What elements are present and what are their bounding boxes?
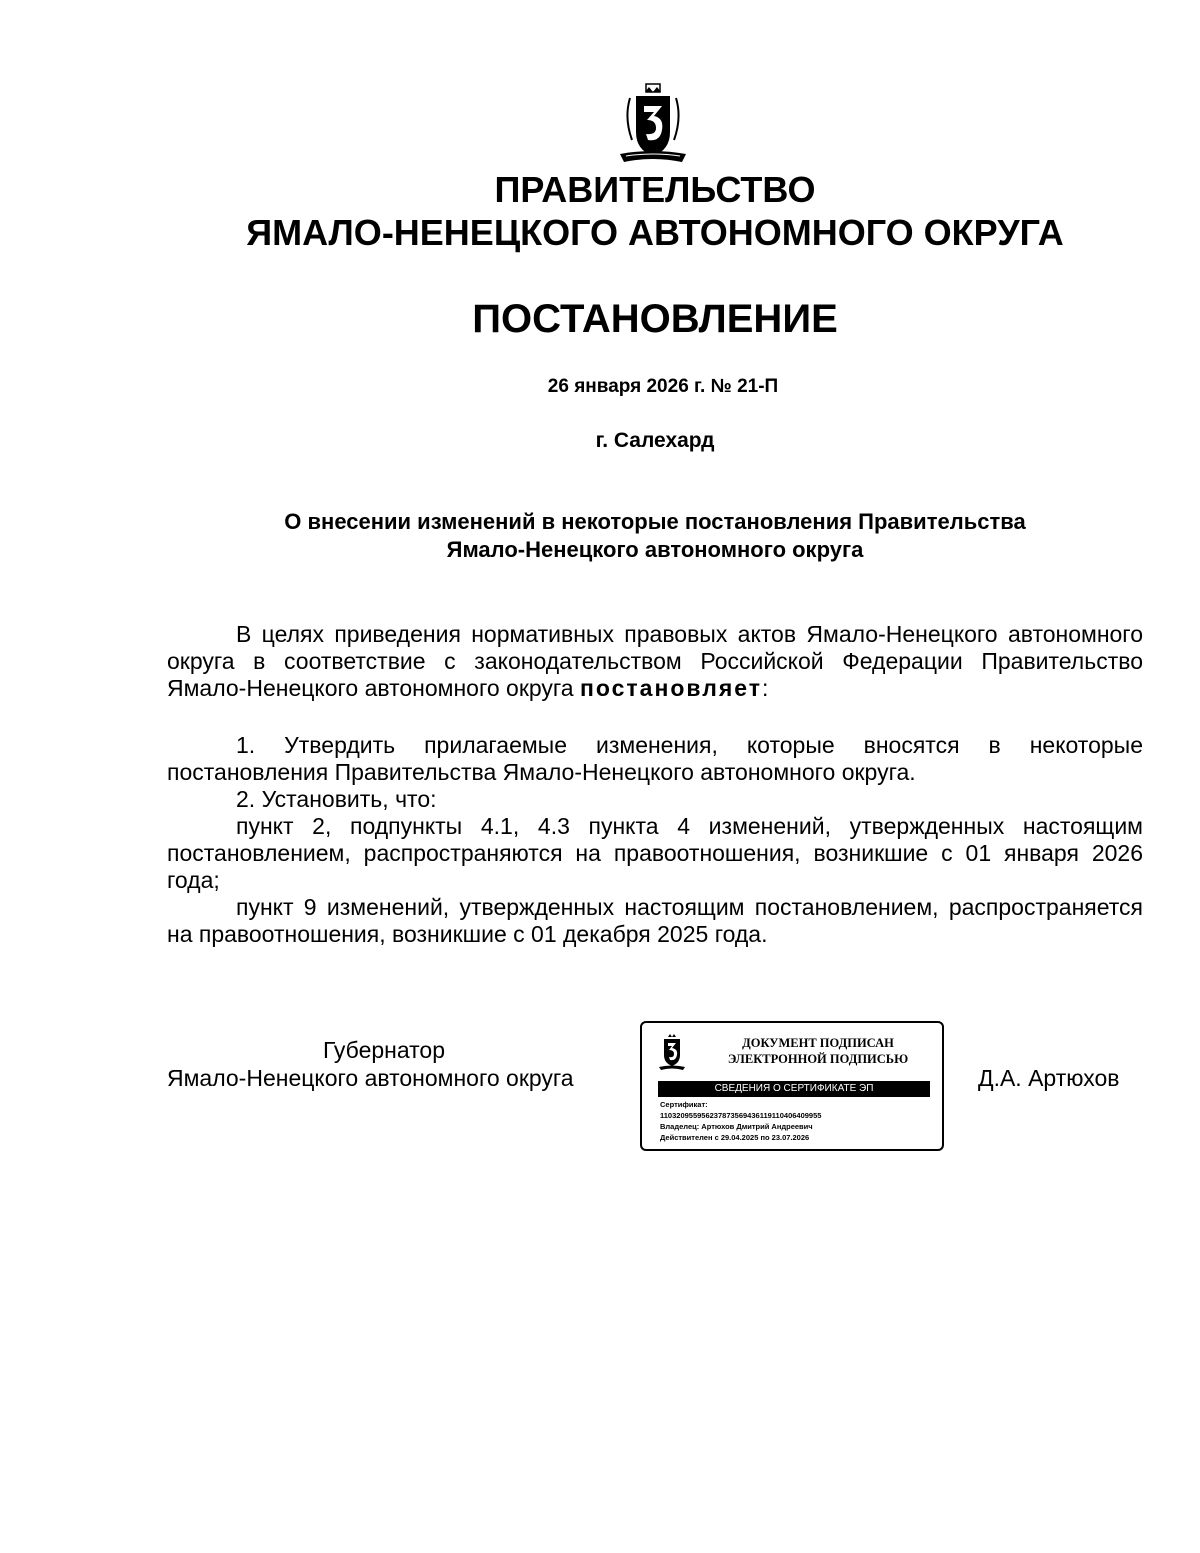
item-1: 1. Утвердить прилагаемые изменения, которые вносятся в некоторые постановления Правительства Ямало-Ненецкого автономного округа.: [167, 732, 1143, 785]
signatory-position: [167, 1036, 617, 1092]
item-2-sub-1: пункт 2, подпункты 4.1, 4.3 пункта 4 изменений, утвержденных настоящим постановлением, распространяются на правоотношения, возникшие с 01 января 2026 года;: [167, 813, 1143, 893]
item-2-sub-2: пункт 9 изменений, утвержденных настоящим постановлением, распространяется на правоотношения, возникшие с 01 декабря 2025 года.: [167, 894, 1143, 947]
document-type: ПОСТАНОВЛЕНИЕ: [472, 297, 838, 341]
stamp-cert-info: [660, 1099, 940, 1143]
preamble: [167, 621, 1143, 702]
cert-validity: Действителен с 29.04.2025 по 23.07.2026: [660, 1133, 810, 1142]
stamp-heading-line1: ДОКУМЕНТ ПОДПИСАН: [742, 1036, 894, 1050]
org-name-line1: ПРАВИТЕЛЬСТВО: [494, 169, 816, 210]
cert-owner: Владелец: Артюхов Дмитрий Андреевич: [660, 1122, 813, 1131]
date-and-number: 26 января 2026 г. № 21-П: [547, 376, 779, 397]
item-2: 2. Установить, что:: [236, 786, 437, 812]
stamp-cert-bar: СВЕДЕНИЯ О СЕРТИФИКАТЕ ЭП: [658, 1081, 930, 1097]
cert-number: 110320955956237873569436119110406409955: [660, 1111, 822, 1120]
position-line1: Губернатор: [323, 1037, 446, 1063]
preamble-keyword: постановляет: [579, 675, 763, 701]
preamble-text: В целях приведения нормативных правовых актов Ямало-Ненецкого автономного округа в соответствие с законодательством Российской Федерации Правительство Ямало-Ненецкого автономного округа: [167, 621, 1143, 701]
coat-of-arms-icon: [616, 82, 690, 168]
stamp-heading-line2: ЭЛЕКТРОННОЙ ПОДПИСЬЮ: [727, 1052, 909, 1066]
city: г. Салехард: [595, 429, 715, 452]
position-line2: Ямало-Ненецкого автономного округа: [167, 1065, 574, 1091]
org-name-line2: ЯМАЛО-НЕНЕЦКОГО АВТОНОМНОГО ОКРУГА: [246, 212, 1064, 253]
title-line2: Ямало-Ненецкого автономного округа: [446, 537, 864, 562]
resolution-items: [167, 732, 1143, 948]
stamp-emblem-icon: [658, 1033, 686, 1071]
stamp-heading: [698, 1035, 938, 1067]
preamble-end: :: [762, 675, 769, 701]
e-signature-stamp: [640, 1021, 944, 1151]
cert-label: Сертификат:: [660, 1100, 708, 1109]
title-line1: О внесении изменений в некоторые постановления Правительства: [284, 509, 1026, 534]
document-title: [160, 508, 1150, 564]
signatory-name: Д.А. Артюхов: [978, 1065, 1120, 1091]
